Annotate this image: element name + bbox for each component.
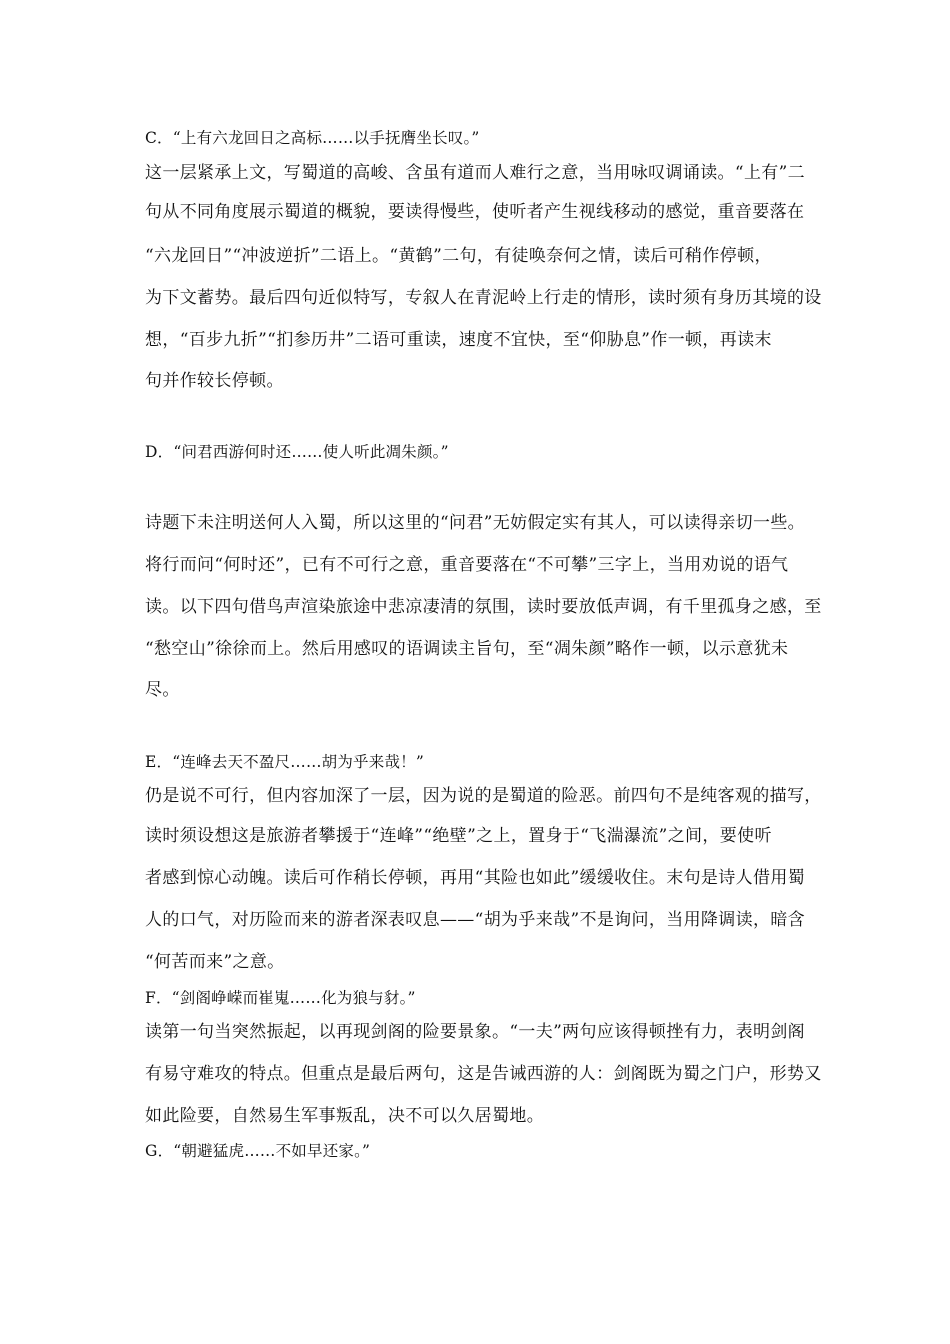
section-e-line-3: 者感到惊心动魄。读后可作稍长停顿，再用“其险也如此”缓缓收住。末句是诗人借用蜀 xyxy=(145,868,806,888)
section-e-line-4: 人的口气，对历险而来的游者深表叹息——“胡为乎来哉”不是询问，当用降调读，暗含 xyxy=(145,910,806,930)
section-f-heading: F．“剑阁峥嵘而崔嵬……化为狼与豺。” xyxy=(145,989,416,1007)
section-c-line-1: 这一层紧承上文，写蜀道的高峻、含虽有道而人难行之意，当用咏叹调诵读。“上有”二 xyxy=(145,163,806,183)
section-d-line-4: “愁空山”徐徐而上。然后用感叹的语调读主旨句，至“凋朱颜”略作一顿，以示意犹未 xyxy=(145,639,789,659)
section-c-line-3: “六龙回日”“冲波逆折”二语上。“黄鹤”二句，有徒唤奈何之情，读后可稍作停顿， xyxy=(145,246,772,266)
section-c-line-4: 为下文蓄势。最后四句近似特写，专叙人在青泥岭上行走的情形，读时须有身历其境的设 xyxy=(145,288,822,308)
section-e-line-1: 仍是说不可行，但内容加深了一层，因为说的是蜀道的险恶。前四句不是纯客观的描写， xyxy=(145,786,822,806)
section-c-line-2: 句从不同角度展示蜀道的概貌，要读得慢些，使听者产生视线移动的感觉，重音要落在 xyxy=(145,202,805,222)
section-d-line-1: 诗题下未注明送何人入蜀，所以这里的“问君”无妨假定实有其人，可以读得亲切一些。 xyxy=(145,513,806,533)
section-f-line-2: 有易守难攻的特点。但重点是最后两句，这是告诫西游的人：剑阁既为蜀之门户，形势又 xyxy=(145,1064,822,1084)
section-d-line-3: 读。以下四句借鸟声渲染旅途中悲凉凄清的氛围，读时要放低声调，有千里孤身之感，至 xyxy=(145,597,822,617)
section-d-line-2: 将行而问“何时还”，已有不可行之意，重音要落在“不可攀”三字上，当用劝说的语气 xyxy=(145,555,789,575)
section-g-heading: G．“朝避猛虎……不如早还家。” xyxy=(145,1142,371,1160)
section-c-line-5: 想，“百步九折”“扪参历井”二语可重读，速度不宜快，至“仰胁息”作一顿，再读末 xyxy=(145,330,772,350)
section-f-line-3: 如此险要，自然易生军事叛乱，决不可以久居蜀地。 xyxy=(145,1106,545,1126)
section-d-heading: D．“问君西游何时还……使人听此凋朱颜。” xyxy=(145,443,449,461)
section-c-heading: C．“上有六龙回日之高标……以手抚膺坐长叹。” xyxy=(145,129,480,147)
section-e-line-2: 读时须设想这是旅游者攀援于“连峰”“绝壁”之上，置身于“飞湍瀑流”之间，要使听 xyxy=(145,826,772,846)
section-f-line-1: 读第一句当突然振起，以再现剑阁的险要景象。“一夫”两句应该得顿挫有力，表明剑阁 xyxy=(145,1022,806,1042)
section-e-line-5: “何苦而来”之意。 xyxy=(145,952,285,972)
section-e-heading: E．“连峰去天不盈尺……胡为乎来哉！” xyxy=(145,753,424,771)
section-d-line-5: 尽。 xyxy=(145,680,180,700)
section-c-line-6: 句并作较长停顿。 xyxy=(145,371,284,391)
